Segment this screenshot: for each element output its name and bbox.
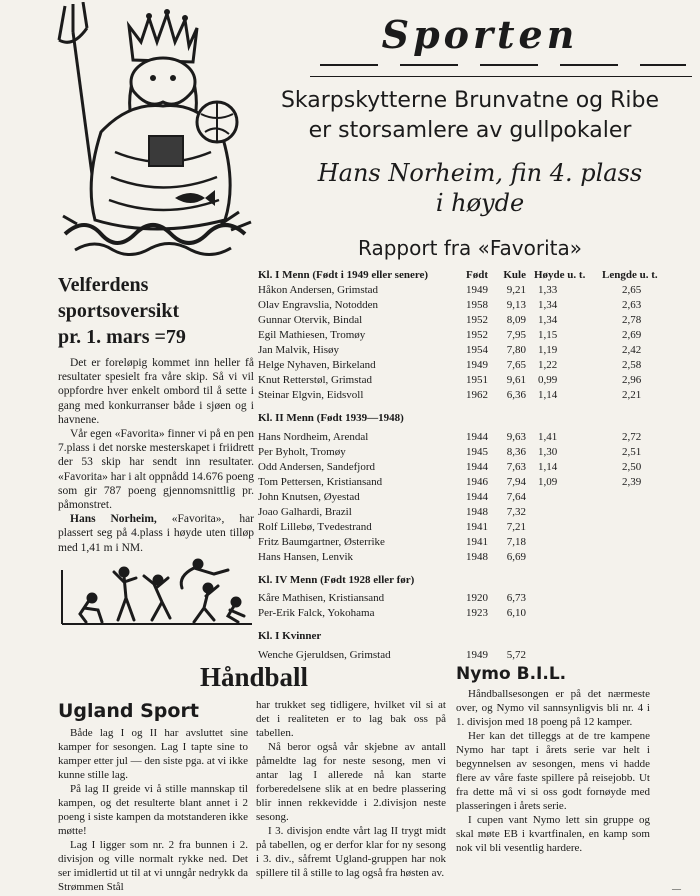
page-mark: — [672,884,681,894]
col-header-kule: Kule [503,269,526,281]
lengde-cell: 2,96 [622,374,642,386]
hoyde-cell: 1,14 [538,461,558,473]
table-row [258,591,690,606]
group-title: Kl. I Menn (Født i 1949 eller senere) [258,269,429,281]
results-group-header [258,411,690,426]
sports-overview-column [58,272,254,555]
nymo-column [456,687,650,855]
table-row [258,520,690,535]
results-group-header [258,629,690,644]
table-row [258,343,690,358]
kule-cell: 9,61 [506,374,526,386]
overview-paragraph-text: «Favorita», har plassert seg på 4.plass i høyde uten tilløp med 1,41 m i NM. [58,513,255,554]
hoyde-cell: 1,34 [538,314,558,326]
kule-cell: 7,80 [506,344,526,356]
kule-cell: 7,65 [506,359,526,371]
table-row [258,648,690,663]
nymo-heading: Nymo B.I.L. [456,664,567,684]
athlete-cell: Hans Nordheim, Arendal [258,431,369,443]
table-row [258,313,690,328]
born-cell: 1949 [466,284,488,296]
born-cell: 1945 [466,446,488,458]
kule-cell: 8,36 [506,446,526,458]
hoyde-cell: 1,14 [538,389,558,401]
athlete-cell: Per Byholt, Tromøy [258,446,346,458]
hoyde-cell: 1,22 [538,359,558,371]
overview-heading-2: sportsoversikt [58,300,180,322]
kule-cell: 9,13 [506,299,526,311]
athlete-cell: Olav Engravslia, Notodden [258,299,379,311]
table-row [258,475,690,490]
col-header-born: Født [466,269,488,281]
table-row [258,550,690,565]
athlete-cell: Jan Malvik, Hisøy [258,344,339,356]
athlete-cell: Steinar Elgvin, Eidsvoll [258,389,364,401]
lengde-cell: 2,78 [622,314,642,326]
born-cell: 1962 [466,389,488,401]
kule-cell: 7,21 [506,521,526,533]
athlete-cell: Helge Nyhaven, Birkeland [258,359,376,371]
report-title: Rapport fra «Favorita» [358,236,582,260]
athlete-cell: Rolf Lillebø, Tvedestrand [258,521,372,533]
article-paragraph: I 3. divisjon endte vårt lag II trygt midt på tabellen, og er derfor klar for ny sesong i 3. div., såfremt Ugland-gruppen har nok spillere til å stille to lag også fra høsten av. [256,825,446,879]
table-row [258,505,690,520]
kule-cell: 9,21 [506,284,526,296]
athlete-name: Hans Norheim, [70,513,157,526]
lengde-cell: 2,39 [622,476,642,488]
lengde-cell: 2,50 [622,461,642,473]
lengde-cell: 2,65 [622,284,642,296]
born-cell: 1944 [466,461,488,473]
born-cell: 1944 [466,431,488,443]
born-cell: 1941 [466,536,488,548]
born-cell: 1958 [466,299,488,311]
article-paragraph: Både lag I og II har avsluttet sine kamper for sesongen. Lag I tapte sine to kamper etter jul — den siste pga. at vi ikke kunne stille lag. [58,727,248,781]
table-row [258,358,690,373]
subheadline [280,158,680,218]
hoyde-cell: 1,19 [538,344,558,356]
article-paragraph: På lag II greide vi å stille mannskap til kampen, og det resulterte blant annet i 2 poeng i siste kampen da motstanderen ikke møtte! [58,783,248,837]
born-cell: 1941 [466,521,488,533]
kule-cell: 7,32 [506,506,526,518]
handball-heading: Håndball [200,662,309,692]
kule-cell: 7,94 [506,476,526,488]
hoyde-cell: 1,34 [538,299,558,311]
hoyde-cell: 1,15 [538,329,558,341]
born-cell: 1952 [466,329,488,341]
hoyde-cell: 1,30 [538,446,558,458]
col-header-lengde: Lengde u. t. [602,269,658,281]
group-title: Kl. I Kvinner [258,630,322,642]
athlete-cell: Gunnar Otervik, Bindal [258,314,363,326]
athlete-cell: Egil Mathiesen, Tromøy [258,329,366,341]
athlete-cell: Kåre Mathisen, Kristiansand [258,592,385,604]
col-header-hoyde: Høyde u. t. [534,269,586,281]
kule-cell: 9,63 [506,431,526,443]
athlete-cell: Tom Pettersen, Kristiansand [258,476,383,488]
kule-cell: 6,69 [506,551,526,563]
lengde-cell: 2,42 [622,344,642,356]
table-row [258,445,690,460]
article-paragraph: Her kan det tilleggs at de tre kampene Nymo har tapt i årets serie var helt i begynnelsen av sesongen, mens vi hadde flere av våre faste spillere på reisejobb. Ut fra dette må vi si oss godt fornøyde med plasseringen i årets serie. [456,730,650,812]
athlete-cell: Håkon Andersen, Grimstad [258,284,379,296]
article-paragraph: Nå beror også vår skjebne av antall påmeldte lag for neste sesong, men vi antar lag I allerede nå kan starte forberedelsene slik at en bedre plassering blir innen rekkevidde i 2.divisjon neste sesong. [256,741,446,823]
athlete-cell: Per-Erik Falck, Yokohama [258,607,375,619]
headline-line-2: er storsamlere av gullpokaler [308,118,632,143]
hoyde-cell: 0,99 [538,374,558,386]
hoyde-cell: 1,09 [538,476,558,488]
lengde-cell: 2,69 [622,329,642,341]
headline [250,86,690,146]
born-cell: 1948 [466,506,488,518]
kule-cell: 6,10 [506,607,526,619]
lengde-cell: 2,58 [622,359,642,371]
article-paragraph: Håndballsesongen er på det nærmeste over, og Nymo vil sannsynligvis bli nr. 4 i 1. divisjon med 18 poeng på 12 kamper. [456,688,650,728]
article-paragraph: har trukket seg tidligere, hvilket vil si at det i realiteten er to lag bak oss på tabellen. [256,699,446,739]
born-cell: 1951 [466,374,488,386]
ugland-column-2 [256,698,446,880]
hoyde-cell: 1,41 [538,431,558,443]
born-cell: 1946 [466,476,488,488]
table-row [258,490,690,505]
athlete-cell: Wenche Gjeruldsen, Grimstad [258,649,391,661]
subheadline-line-1: Hans Norheim, fin 4. plass [317,159,643,187]
kule-cell: 5,72 [506,649,526,661]
article-paragraph: I cupen vant Nymo lett sin gruppe og skal møte EB i kvartfinalen, en kamp som nok vil bli vesentlig hardere. [456,814,650,854]
athletes-illustration [58,558,254,628]
born-cell: 1949 [466,649,488,661]
athlete-cell: John Knutsen, Øyestad [258,491,360,503]
kule-cell: 8,09 [506,314,526,326]
table-row [258,388,690,403]
born-cell: 1949 [466,359,488,371]
born-cell: 1923 [466,607,488,619]
athlete-cell: Hans Hansen, Lenvik [258,551,354,563]
group-title: Kl. II Menn (Født 1939—1948) [258,412,404,424]
born-cell: 1944 [466,491,488,503]
overview-paragraph [58,512,254,555]
article-paragraph: Lag I ligger som nr. 2 fra bunnen i 2. divisjon og ville normalt rykke ned. Det ser imidlertid ut til at vi unngår nedrykk da Strømmen Stål [58,839,248,893]
lengde-cell: 2,72 [622,431,642,443]
kule-cell: 6,36 [506,389,526,401]
athlete-cell: Knut Retterstøl, Grimstad [258,374,372,386]
results-group-header [258,268,690,283]
results-group-header [258,573,690,588]
kule-cell: 7,64 [506,491,526,503]
kule-cell: 6,73 [506,592,526,604]
overview-paragraph: Vår egen «Favorita» finner vi på en pen 7.plass i det norske mesterskapet i friidrett der 53 skip har sendt inn resultater. «Favorita» har i alt oppnådd 14.676 poeng som gir 787 poeng gjennomsnittlig pr. påmonstret. [58,428,254,512]
masthead-dashes [310,64,690,72]
overview-heading-1: Velferdens [58,274,149,296]
kule-cell: 7,95 [506,329,526,341]
subheadline-line-2: i høyde [435,189,525,217]
kule-cell: 7,18 [506,536,526,548]
born-cell: 1952 [466,314,488,326]
table-row [258,328,690,343]
table-row [258,535,690,550]
table-row [258,460,690,475]
hoyde-cell: 1,33 [538,284,558,296]
athlete-cell: Odd Andersen, Sandefjord [258,461,376,473]
kule-cell: 7,63 [506,461,526,473]
king-illustration [55,2,260,260]
lengde-cell: 2,63 [622,299,642,311]
table-row [258,283,690,298]
born-cell: 1948 [466,551,488,563]
born-cell: 1920 [466,592,488,604]
ugland-column-1 [58,726,248,894]
table-row [258,373,690,388]
table-row [258,606,690,621]
overview-paragraph: Det er foreløpig kommet inn heller få resultater spesielt fra våre skip. Så vi vil oppfordre hver enkelt ombord til å sette i gang med konkurranser både i sjøen og i havnene. [58,357,254,426]
ugland-heading: Ugland Sport [58,700,199,722]
results-table [258,268,690,663]
overview-heading-3: pr. 1. mars =79 [58,326,186,348]
athlete-cell: Joao Galhardi, Brazil [258,506,352,518]
lengde-cell: 2,51 [622,446,642,458]
group-title: Kl. IV Menn (Født 1928 eller før) [258,574,415,586]
born-cell: 1954 [466,344,488,356]
athlete-cell: Fritz Baumgartner, Østerrike [258,536,385,548]
lengde-cell: 2,21 [622,389,642,401]
table-row [258,430,690,445]
masthead-rule [310,76,692,77]
section-title: Sporten [381,12,579,57]
headline-line-1: Skarpskytterne Brunvatne og Ribe [280,88,660,113]
table-row [258,298,690,313]
